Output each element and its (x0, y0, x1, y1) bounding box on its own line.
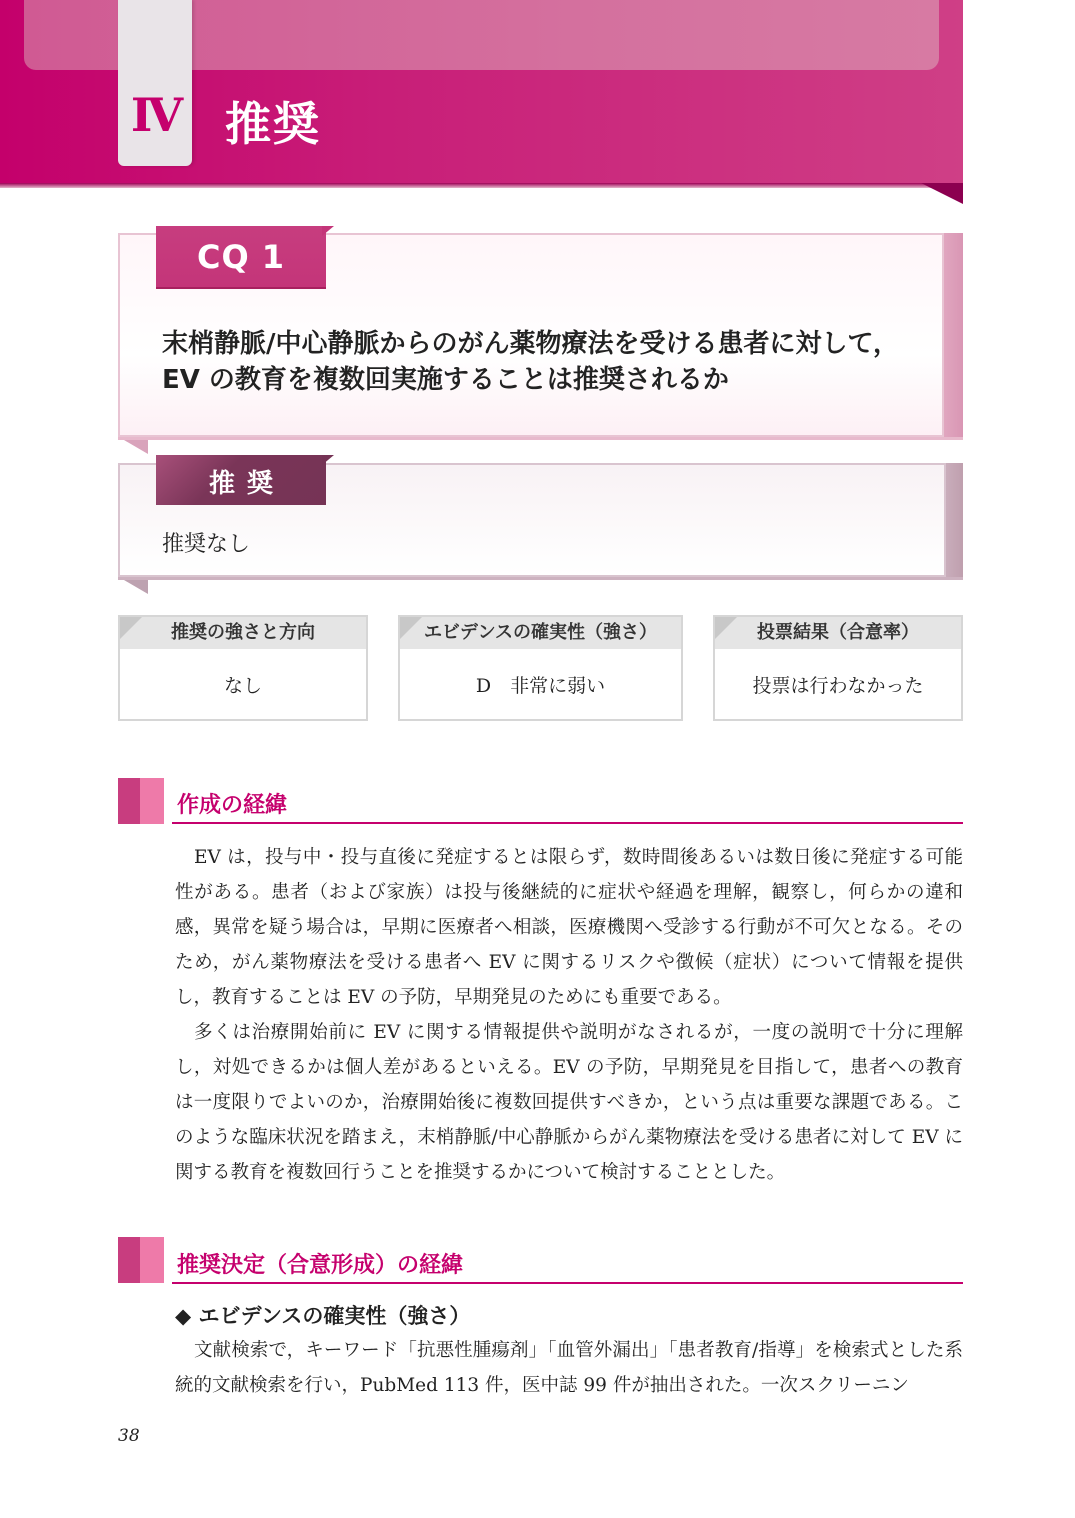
paragraph: 文献検索で，キーワード「抗悪性腫瘍剤」「血管外漏出」「患者教育/指導」を検索式とした系統的文献検索を行い，PubMed 113 件，医中誌 99 件が抽出された。一次スクリーニン (175, 1340, 963, 1396)
clinical-question-box-bottom (118, 437, 963, 440)
chapter-title: 推奨 (225, 97, 321, 151)
recommendation-text: 推奨なし (162, 532, 251, 557)
summary-header-evidence: エビデンスの確実性（強さ） (400, 617, 681, 649)
cq-label: CQ 1 (196, 238, 286, 276)
clinical-question-line-2: EV の教育を複数回実施することは推奨されるか (162, 365, 729, 395)
section-marker (118, 1237, 164, 1283)
chapter-header-shadow (0, 183, 963, 188)
section-title-consensus: 推奨決定（合意形成）の経緯 (177, 1253, 464, 1278)
recommendation-label: 推奨 (208, 469, 285, 499)
summary-cell-vote (713, 615, 963, 721)
summary-value-evidence: D 非常に弱い (475, 674, 606, 697)
recommendation-box-side (946, 463, 963, 579)
summary-cell-evidence (398, 615, 683, 721)
summary-cell-strength (118, 615, 368, 721)
section-rule (172, 1282, 963, 1284)
recommendation-box-bottom (118, 577, 963, 580)
clinical-question-line-1: 末梢静脈/中心静脈からのがん薬物療法を受ける患者に対して， (162, 329, 899, 359)
summary-value-strength: なし (223, 674, 262, 697)
section-body-background (175, 840, 963, 1190)
summary-header-strength: 推奨の強さと方向 (120, 617, 366, 649)
section-marker (118, 778, 164, 824)
clinical-question-box-side (944, 233, 963, 439)
clinical-question-box-fold (124, 440, 148, 454)
paragraph: 多くは治療開始前に EV に関する情報提供や説明がなされるが，一度の説明で十分に理解し，対処できるかは個人差があるといえる。EV の予防，早期発見を目指して，患者への教育は一度限りでよいのか，治療開始後に複数回提供すべきか，という点は重要な課題である。このような臨床状況を踏まえ，末梢静脈/中心静脈からがん薬物療法を受ける患者に対して EV に関する教育を複数回行うことを推奨するかについて検討することとした。 (175, 1022, 963, 1183)
paragraph: EV は，投与中・投与直後に発症するとは限らず，数時間後あるいは数日後に発症する可能性がある。患者（および家族）は投与後継続的に症状や経過を理解，観察し，何らかの違和感，異常を疑う場合は，早期に医療者へ相談，医療機関へ受診する行動が不可欠となる。そのため，がん薬物療法を受ける患者へ EV に関するリスクや徴候（症状）について情報を提供し，教育することは EV の予防，早期発見のためにも重要である。 (175, 847, 963, 1008)
section-title-background: 作成の経緯 (177, 793, 288, 818)
cq-label-notch (322, 226, 334, 236)
page-number: 38 (118, 1426, 140, 1446)
chapter-header-corner (921, 183, 963, 204)
subsection-heading: ◆ エビデンスの確実性（強さ） (175, 1304, 471, 1328)
clinical-question-text (162, 326, 932, 398)
summary-value-vote: 投票は行わなかった (752, 674, 924, 697)
section-rule (172, 822, 963, 824)
recommendation-box-fold (124, 580, 148, 594)
summary-header-vote: 投票結果（合意率） (715, 617, 961, 649)
chapter-number: Ⅳ (130, 88, 180, 142)
section-body-consensus (175, 1333, 963, 1403)
